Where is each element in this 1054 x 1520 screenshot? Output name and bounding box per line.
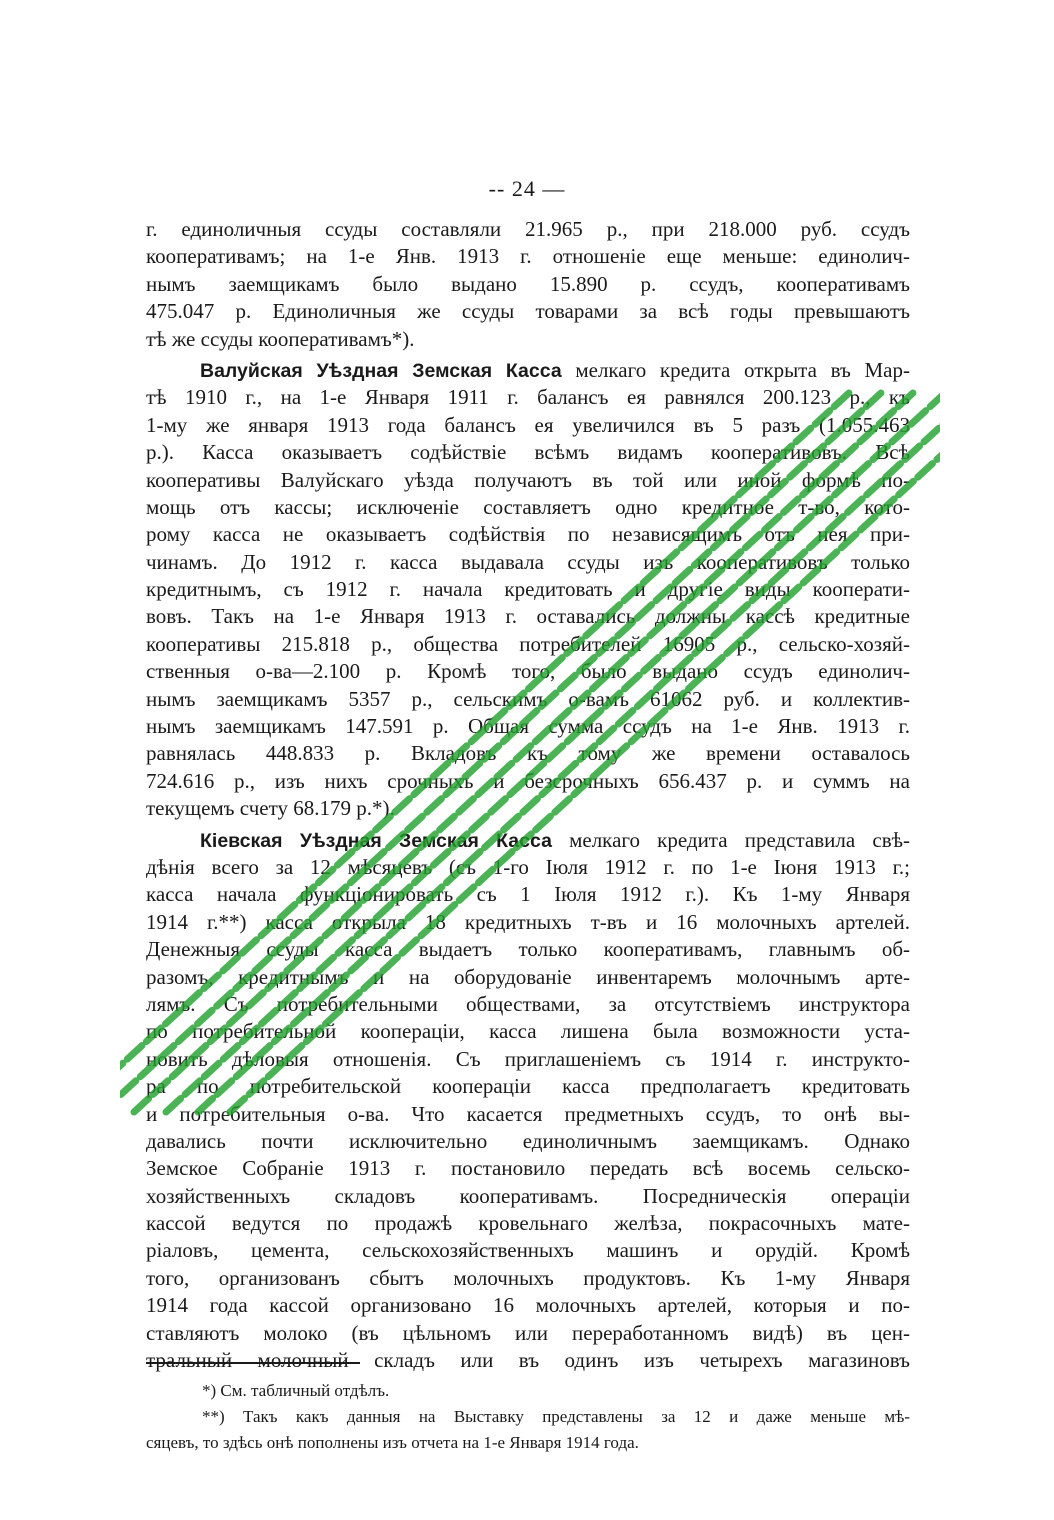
text-fragment: мелкаго кредита открыта въ Мар- bbox=[561, 357, 910, 382]
text-line: и потребительныя о-ва. Что касается предметныхъ ссудъ, то онѣ вы- bbox=[146, 1101, 910, 1126]
text-line: Денежныя ссуды касса выдаетъ только кооперативамъ, главнымъ об- bbox=[146, 937, 910, 962]
text-line: кооперативы Валуйскаго уѣзда получаютъ въ той или иной формѣ по- bbox=[146, 467, 910, 492]
text-line: текущемъ счету 68.179 р.*). bbox=[146, 796, 395, 821]
text-line: мощь отъ кассы; исключеніе составляетъ одно кредитное т-во, кото- bbox=[146, 494, 910, 519]
text-line: 475.047 р. Единоличныя же ссуды товарами за всѣ годы превышаютъ bbox=[146, 299, 910, 324]
text-line: вовъ. Такъ на 1-е Января 1913 г. оставались должны кассѣ кредитные bbox=[146, 604, 910, 629]
text-line: 1914 года кассой организовано 16 молочныхъ артелей, которыя и по- bbox=[146, 1293, 910, 1318]
text-line: кооперативы 215.818 р., общества потребителей 16905 р., сельско-хозяй- bbox=[146, 631, 910, 656]
text-fragment: мелкаго кредита представила свѣ- bbox=[551, 827, 910, 852]
text-line bbox=[146, 357, 910, 384]
text-line: тральный молочный складъ или въ одинъ изъ четырехъ магазиновъ bbox=[146, 1348, 910, 1373]
paragraph-heading: Валуйская Уѣздная Земская Касса bbox=[200, 359, 562, 382]
text-line: 1-му же января 1913 года балансъ ея увеличился въ 5 разъ (1.055.463 bbox=[146, 412, 910, 437]
text-line: ріаловъ, цемента, сельскохозяйственныхъ машинъ и орудій. Кромѣ bbox=[146, 1238, 910, 1263]
text-line: Земское Собраніе 1913 г. постановило передать всѣ восемь сельско- bbox=[146, 1156, 910, 1181]
text-line: нымъ заемщикамъ 147.591 р. Общая сумма ссудъ на 1-е Янв. 1913 г. bbox=[146, 714, 910, 739]
text-line: хозяйственныхъ складовъ кооперативамъ. Посредническія операціи bbox=[146, 1183, 910, 1208]
text-line: касса начала функціонировать съ 1 Іюля 1912 г.). Къ 1-му Января bbox=[146, 882, 910, 907]
text-line: нымъ заемщикамъ 5357 р., сельскимъ о-вамъ 61062 руб. и коллектив- bbox=[146, 686, 910, 711]
text-line: кооперативамъ; на 1-е Янв. 1913 г. отношеніе еще меньше: единолич- bbox=[146, 244, 910, 269]
text-line: чинамъ. До 1912 г. касса выдавала ссуды изъ кооперативовъ только bbox=[146, 549, 910, 574]
text-line: рому касса не оказываетъ содѣйствія по независящимъ отъ нея при- bbox=[146, 522, 910, 547]
text-line: давались почти исключительно единоличнымъ заемщикамъ. Однако bbox=[146, 1128, 910, 1153]
body-text bbox=[146, 216, 910, 1374]
text-line bbox=[146, 827, 910, 854]
text-line: тѣ 1910 г., на 1-е Января 1911 г. балансъ ея равнялся 200.123 р., къ bbox=[146, 385, 910, 410]
text-line: кредитнымъ, съ 1912 г. начала кредитовать и другіе виды кооперати- bbox=[146, 577, 910, 602]
text-line: ра по потребительской коопераціи касса предполагаетъ кредитовать bbox=[146, 1074, 910, 1099]
paragraph-3 bbox=[146, 827, 910, 1375]
text-line: того, организованъ сбытъ молочныхъ продуктовъ. Къ 1-му Января bbox=[146, 1265, 910, 1290]
footnotes bbox=[146, 1378, 910, 1456]
text-line: ственныя о-ва—2.100 р. Кромѣ того, было выдано ссудъ единолич- bbox=[146, 659, 910, 684]
text-line: разомъ, кредитнымъ и на оборудованіе инвентаремъ молочнымъ арте- bbox=[146, 964, 910, 989]
page-number: -- 24 — bbox=[488, 176, 566, 201]
text-line: кассой ведутся по продажѣ кровельнаго желѣза, покрасочныхъ мате- bbox=[146, 1211, 910, 1236]
text-line: лямъ. Съ потребительными обществами, за отсутствіемъ инструктора bbox=[146, 991, 910, 1016]
text-line: ставляютъ молоко (въ цѣльномъ или переработанномъ видѣ) въ цен- bbox=[146, 1320, 910, 1345]
text-line: новить дѣловыя отношенія. Съ приглашеніемъ съ 1914 г. инструкто- bbox=[146, 1046, 910, 1071]
paragraph-2 bbox=[146, 357, 910, 823]
paragraph-1 bbox=[146, 216, 910, 353]
text-line: по потребительной коопераціи, касса лишена была возможности уста- bbox=[146, 1019, 910, 1044]
text-line: р.). Касса оказываетъ содѣйствіе всѣмъ видамъ кооперативовъ. Всѣ bbox=[146, 440, 910, 465]
footnote-2-line-2: сяцевъ, то здѣсь онѣ пополнены изъ отчета на 1-е Января 1914 года. bbox=[146, 1433, 639, 1452]
paragraph-heading: Кіевская Уѣздная Земская Касса bbox=[200, 829, 552, 852]
text-line: тѣ же ссуды кооперативамъ*). bbox=[146, 326, 415, 351]
text-line: 1914 г.**) касса открыла 18 кредитныхъ т-въ и 16 молочныхъ артелей. bbox=[146, 909, 910, 934]
footnote-divider bbox=[146, 1362, 360, 1364]
text-line: нымъ заемщикамъ было выдано 15.890 р. ссудъ, кооперативамъ bbox=[146, 271, 910, 296]
text-line: дѣнія всего за 12 мѣсяцевъ (съ 1-го Іюля 1912 г. по 1-е Іюня 1913 г.; bbox=[146, 854, 910, 879]
text-line: 724.616 р., изъ нихъ срочныхъ и безсрочныхъ 656.437 р. и суммъ на bbox=[146, 768, 910, 793]
text-line: г. единоличныя ссуды составляли 21.965 р., при 218.000 руб. ссудъ bbox=[146, 217, 910, 241]
footnote-2-line-1: **) Такъ какъ данныя на Выставку представлены за 12 и даже меньше мѣ- bbox=[202, 1407, 910, 1426]
footnote-1: *) См. табличный отдѣлъ. bbox=[202, 1381, 390, 1400]
text-line: равнялась 448.833 р. Вкладовъ къ тому же времени оставалось bbox=[146, 741, 910, 766]
